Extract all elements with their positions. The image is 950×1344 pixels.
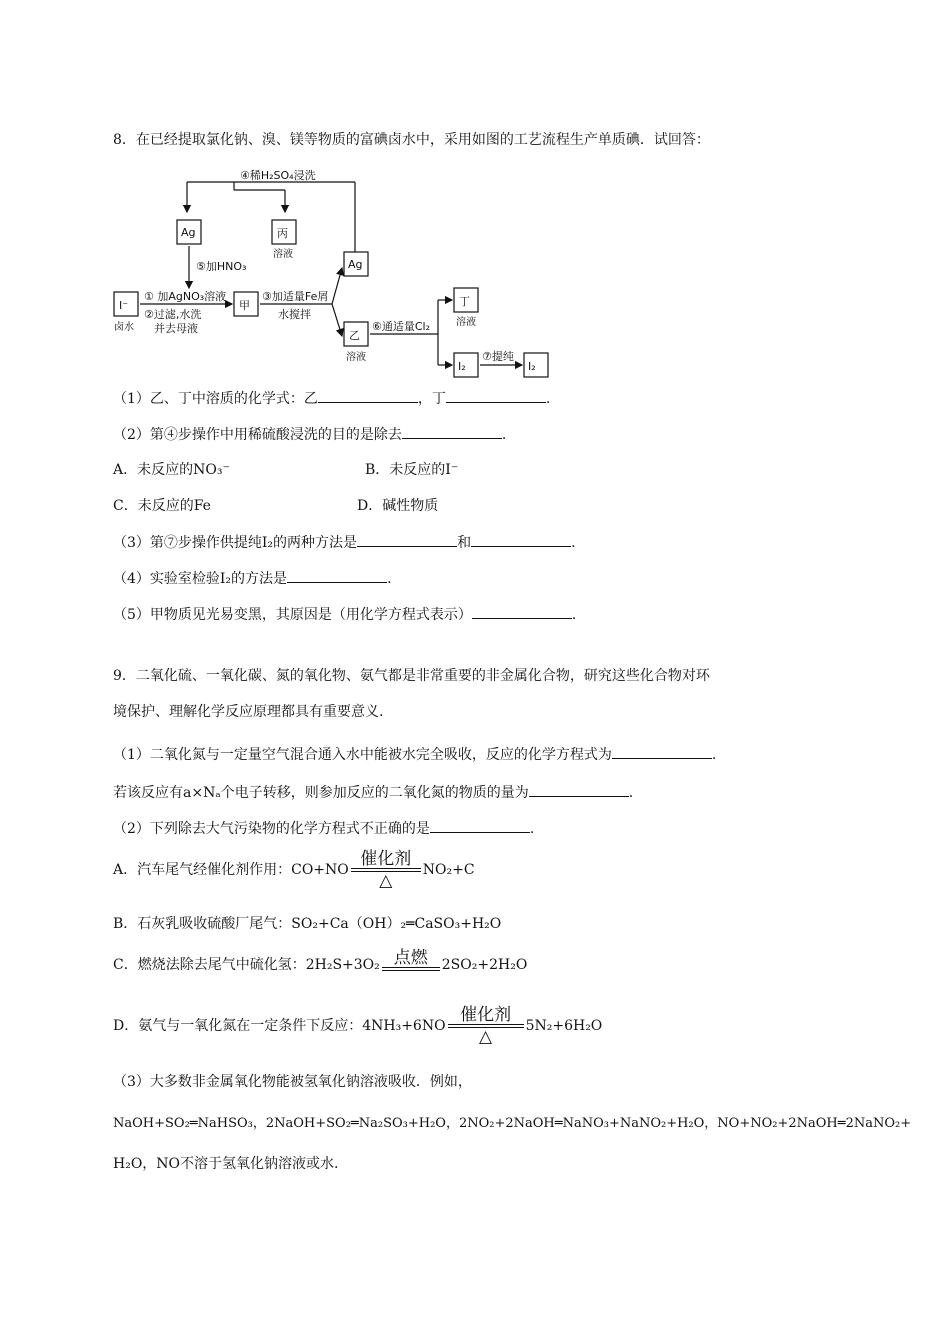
q9-stem-line2: 境保护、理解化学反应原理都具有重要意义. [113, 704, 384, 720]
answer-blank[interactable] [471, 532, 571, 547]
condition-top: 点燃 [393, 948, 428, 968]
q8-part5-text: （5）甲物质见光易变黑，其原因是（用化学方程式表示） [113, 607, 472, 623]
flow-ag-right: Ag [348, 258, 363, 271]
answer-blank[interactable] [318, 388, 418, 403]
q9-part1b-text: 若该反应有a×Nₐ个电子转移，则参加反应的二氧化氮的物质的量为 [113, 785, 529, 801]
q9-option-a-text: A．汽车尾气经催化剂作用：CO+NO [113, 862, 349, 878]
q8-part3-text-b: 和 [457, 535, 472, 551]
q8-part1 [113, 388, 550, 409]
reaction-condition [448, 1006, 524, 1046]
flow-yi-label: 溶液 [346, 352, 366, 363]
flow-ding: 丁 [459, 295, 470, 308]
q9-part1 [113, 744, 716, 765]
q8-part4-text: （4）实验室检验I₂的方法是 [113, 571, 288, 587]
q9-option-d [113, 1006, 602, 1046]
condition-bottom: △ [379, 871, 393, 891]
condition-top: 催化剂 [460, 1005, 512, 1025]
period: . [628, 785, 634, 801]
flow-step4: ④稀H₂SO₄浸洗 [240, 169, 316, 182]
period: . [529, 821, 535, 837]
period: . [711, 747, 717, 763]
q8-stem: 8．在已经提取氯化钠、溴、镁等物质的富碘卤水中，采用如图的工艺流程生产单质碘．试回答： [113, 132, 710, 148]
reaction-condition [351, 850, 421, 890]
answer-blank[interactable] [287, 568, 387, 583]
q9-option-b: B．石灰乳吸收硫酸厂尾气：SO₂+Ca（OH）₂═CaSO₃+H₂O [113, 916, 502, 932]
q8-part1-text-a: （1）乙、丁中溶质的化学式：乙 [113, 391, 318, 407]
q9-stem-line1: 9．二氧化硫、一氧化碳、氮的氧化物、氨气都是非常重要的非金属化合物，研究这些化合物对环 [113, 668, 710, 684]
q8-part3-text-a: （3）第⑦步操作供提纯I₂的两种方法是 [113, 535, 358, 551]
q8-part2 [113, 424, 506, 445]
flow-ding-label: 溶液 [456, 317, 476, 328]
condition-top: 催化剂 [360, 849, 412, 869]
q9-part3-end: H₂O，NO不溶于氢氧化钠溶液或水. [113, 1156, 339, 1172]
answer-blank[interactable] [430, 818, 530, 833]
q8-part2-text: （2）第④步操作中用稀硫酸浸洗的目的是除去 [113, 427, 402, 443]
flow-step3: ③加适量Fe屑 [262, 290, 329, 303]
q9-option-c [113, 946, 527, 984]
q8-part3 [113, 532, 576, 553]
flow-step2b: 并去母液 [154, 322, 198, 335]
answer-blank[interactable] [446, 388, 546, 403]
flow-iodide: I⁻ [119, 299, 129, 312]
q9-part2-text: （2）下列除去大气污染物的化学方程式不正确的是 [113, 821, 430, 837]
q8-option-c: C．未反应的Fe [113, 498, 211, 514]
flow-step1: ① 加AgNO₃溶液 [144, 290, 227, 303]
answer-blank[interactable] [357, 532, 457, 547]
q9-part1-text: （1）二氧化氮与一定量空气混合通入水中能被水完全吸收，反应的化学方程式为 [113, 747, 612, 763]
q8-part4 [113, 568, 392, 589]
answer-blank[interactable] [612, 744, 712, 759]
answer-blank[interactable] [529, 782, 629, 797]
q9-option-c-products: 2SO₂+2H₂O [441, 957, 528, 973]
period: . [571, 535, 576, 551]
flow-bing-label: 溶液 [273, 249, 293, 260]
flow-i2-mid: I₂ [458, 360, 466, 373]
flow-jia: 甲 [239, 299, 250, 312]
period: . [501, 427, 507, 443]
flow-step7: ⑦提纯 [482, 350, 514, 363]
flow-step3b: 水搅拌 [278, 308, 311, 321]
q8-part1-text-b: ，丁 [417, 391, 446, 407]
answer-blank[interactable] [402, 424, 502, 439]
reaction-condition [382, 949, 440, 971]
flow-step5: ⑤加HNO₃ [196, 260, 247, 273]
q9-option-c-text: C．燃烧法除去尾气中硫化氢：2H₂S+3O₂ [113, 957, 380, 973]
q9-option-d-products: 5N₂+6H₂O [525, 1018, 603, 1034]
flow-diagram [110, 160, 550, 382]
q9-part3-equations: NaOH+SO₂═NaHSO₃，2NaOH+SO₂═Na₂SO₃+H₂O，2NO₂+2NaOH═NaNO₃+NaNO₂+H₂O，NO+NO₂+2NaOH═2NaNO₂+ [113, 1116, 912, 1131]
q9-part3: （3）大多数非金属氧化物能被氢氧化钠溶液吸收．例如， [113, 1074, 472, 1090]
condition-bottom: △ [479, 1027, 493, 1047]
flow-step2a: ②过滤,水洗 [144, 308, 202, 321]
q9-option-a [113, 850, 475, 890]
flow-step6: ⑥通适量Cl₂ [372, 320, 431, 333]
q9-option-d-text: D．氨气与一氧化氮在一定条件下反应：4NH₃+6NO [113, 1018, 446, 1034]
flow-iodide-label: 卤水 [114, 322, 134, 333]
q8-option-b: B．未反应的I⁻ [365, 462, 459, 478]
q9-option-a-products: NO₂+C [422, 862, 475, 878]
q9-part2 [113, 818, 534, 839]
flow-ag-top: Ag [181, 226, 196, 239]
answer-blank[interactable] [472, 604, 572, 619]
q8-option-a: A．未反应的NO₃⁻ [113, 462, 230, 478]
period: . [571, 607, 577, 623]
period: . [387, 571, 392, 587]
period: . [545, 391, 551, 407]
flow-i2-end: I₂ [528, 360, 536, 373]
flow-bing: 丙 [277, 227, 288, 240]
q9-part1b [113, 782, 633, 803]
q8-option-d: D．碱性物质 [357, 498, 439, 514]
flow-yi: 乙 [349, 329, 360, 342]
q8-part5 [113, 604, 576, 625]
